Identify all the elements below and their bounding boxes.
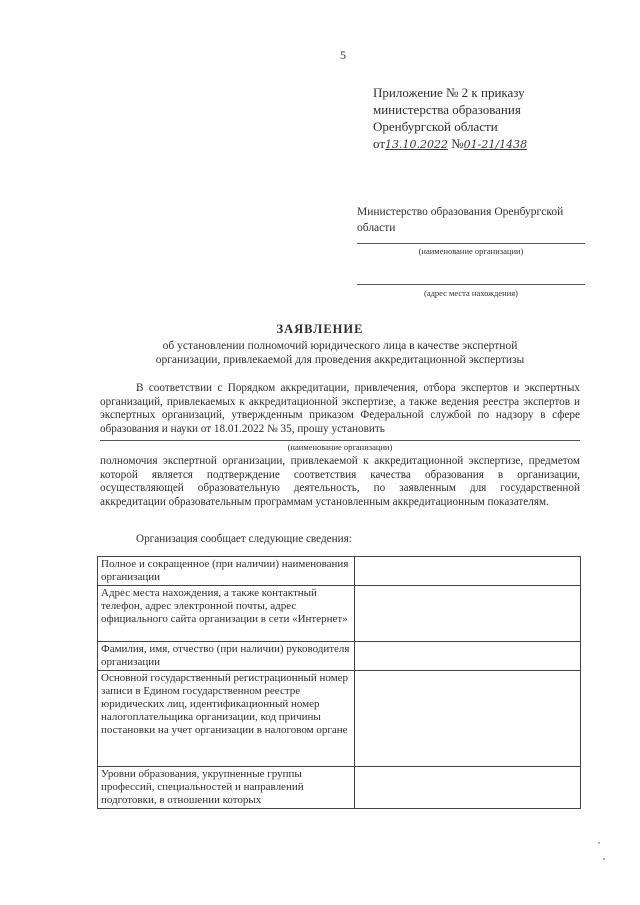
table-cell-label: Уровни образования, укрупненные группы профессий, специальностей и направлений подготовки, в отношении которых	[98, 767, 355, 809]
table-cell-value	[355, 557, 581, 586]
table-cell-label: Фамилия, имя, отчество (при наличии) руководителя организации	[98, 642, 355, 671]
scan-speck	[598, 842, 600, 844]
table-cell-value	[355, 671, 581, 767]
table-row	[98, 767, 581, 809]
table-row	[98, 671, 581, 767]
table-cell-value	[355, 642, 581, 671]
appendix-line-2: министерства образования	[373, 102, 521, 117]
table-cell-label: Основной государственный регистрационный номер записи в Едином государственном реестре юридических лиц, идентификационный номер налогоплательщика организации, код причины постановки на учет организации в налоговом органе	[98, 671, 355, 767]
number-label: №	[451, 136, 464, 151]
document-title: ЗАЯВЛЕНИЕ	[276, 322, 364, 336]
table-row	[98, 586, 581, 642]
table-cell-value	[355, 767, 581, 809]
org-caption: (наименование организации)	[418, 246, 524, 256]
table-cell-label: Полное и сокращенное (при наличии) наименования организации	[98, 557, 355, 586]
page-number: 5	[340, 48, 346, 62]
order-date-number	[373, 135, 527, 153]
table-row	[98, 557, 581, 586]
powers-paragraph: полномочия экспертной организации, привлекаемой к аккредитационной экспертизе, предметом которой является подтверждение соответствия качества образования в организации, осуществляющей образовательную деятельность, по заявленным для государственной аккредитации образовательным программам установленным аккредитационным показателям.	[100, 455, 580, 508]
info-intro: Организация сообщает следующие сведения:	[136, 533, 352, 545]
from-label: от	[373, 136, 386, 151]
recipient-name: Министерство образования Оренбургской области	[357, 206, 564, 234]
table-cell-label: Адрес места нахождения, а также контактный телефон, адрес электронной почты, адрес официального сайта организации в сети «Интернет»	[98, 586, 355, 642]
intro-paragraph: В соответствии с Порядком аккредитации, привлечения, отбора экспертов и экспертных организаций, привлекаемых к аккредитационной экспертизе, а также ведения реестра экспертов и экспертных организаций, утвержденным приказом Федеральной службой по надзору в сфере образования и науки от 18.01.2022 № 35, прошу установить	[100, 382, 580, 435]
info-table	[97, 556, 581, 809]
table-cell-value	[355, 586, 581, 642]
org-name-line	[100, 440, 580, 441]
table-row	[98, 642, 581, 671]
scan-speck	[603, 858, 605, 860]
org-name-caption: (наименование организации)	[287, 442, 393, 452]
appendix-line-3: Оренбургской области	[373, 119, 498, 134]
handwritten-date: 13.10.2022	[385, 138, 448, 151]
recipient-org-line	[357, 243, 585, 244]
appendix-line-1: Приложение № 2 к приказу	[373, 85, 525, 100]
handwritten-number: 01-21/1438	[463, 138, 528, 151]
appendix-header	[373, 84, 527, 153]
recipient-address-line	[357, 284, 585, 285]
document-subtitle: об установлении полномочий юридического лица в качестве экспертной организации, привлекаемой для проведения аккредитационной экспертизы	[155, 340, 525, 366]
address-caption: (адрес места нахождения)	[423, 288, 518, 298]
